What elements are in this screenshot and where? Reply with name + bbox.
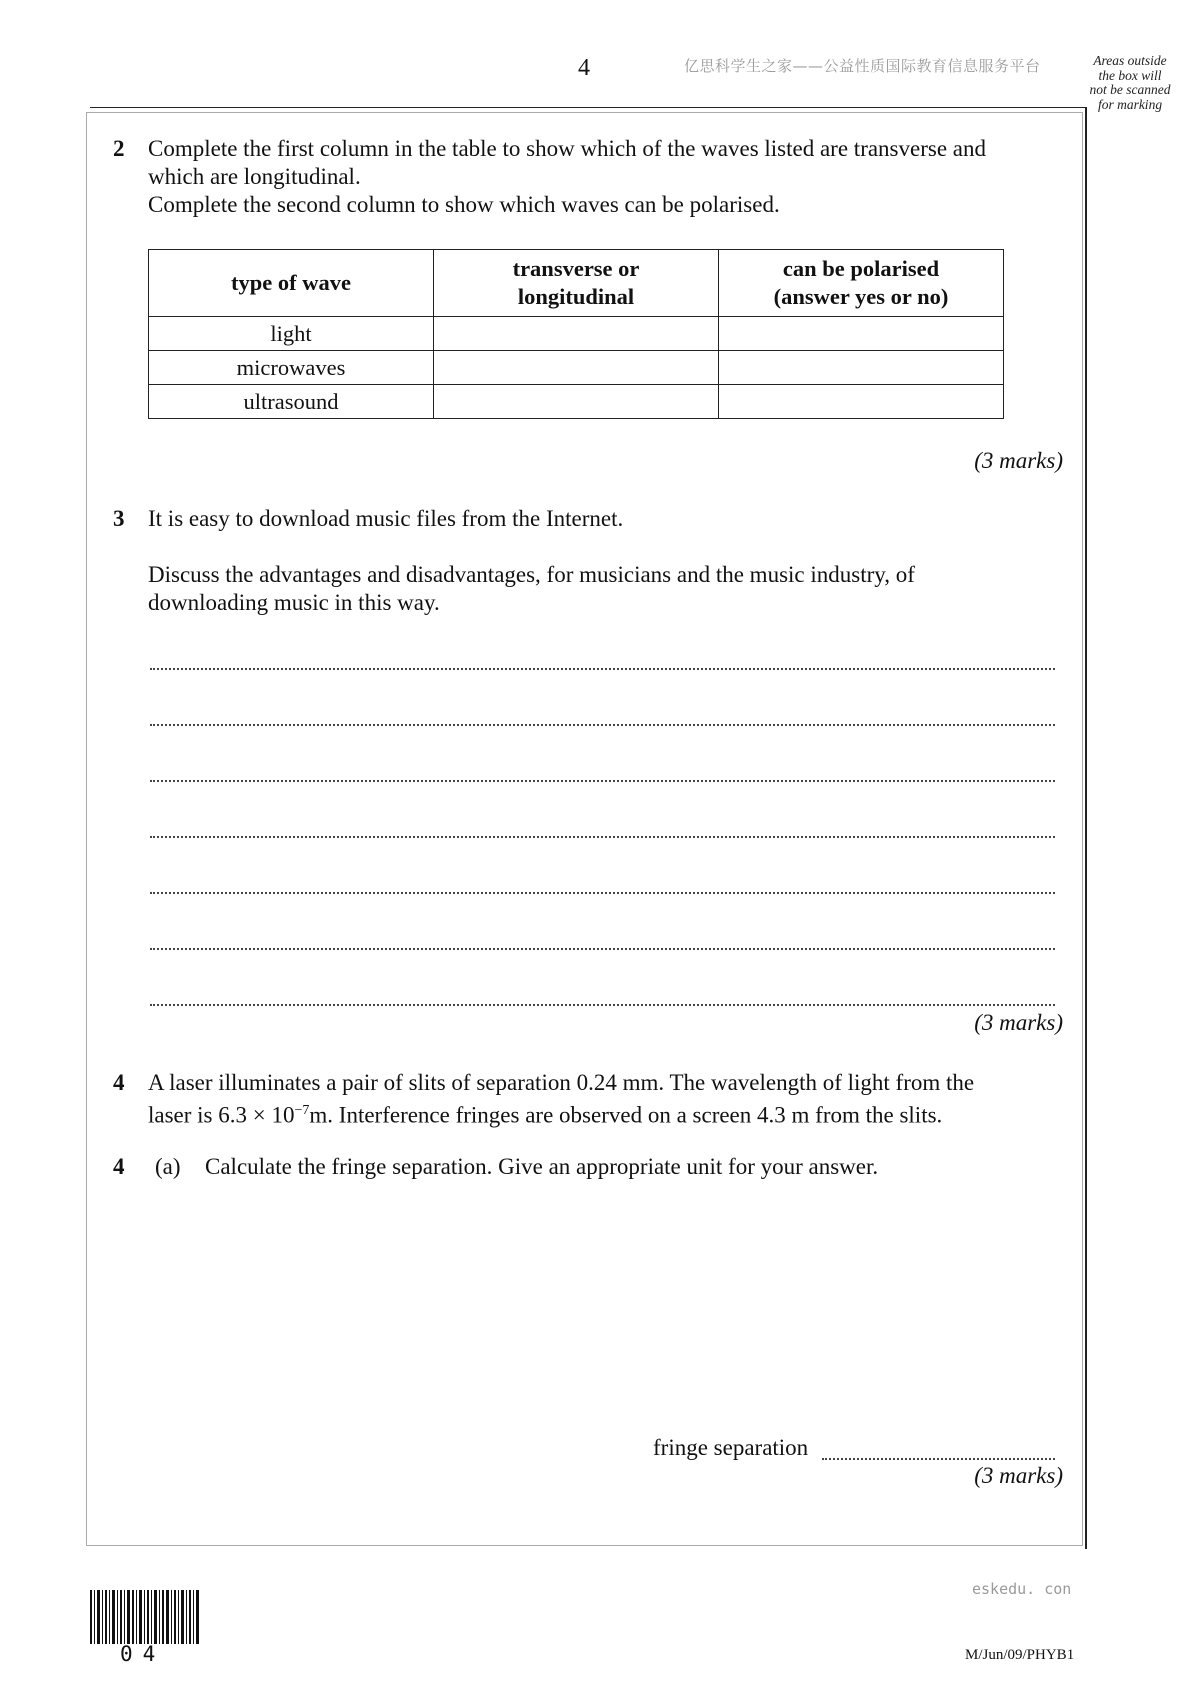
areas-note-line: for marking — [1097, 96, 1163, 112]
answer-line[interactable] — [150, 892, 1055, 894]
header-can-be-polarised: can be polarised (answer yes or no) — [719, 250, 1004, 317]
question-4-line-1: A laser illuminates a pair of slits of separation 0.24 mm. The wavelength of light from the — [148, 1070, 975, 1095]
page-number: 4 — [578, 55, 590, 81]
table-row — [149, 385, 1004, 419]
header-type-of-wave: type of wave — [149, 250, 434, 317]
wave-type-cell: light — [149, 317, 434, 351]
wave-type-cell: microwaves — [149, 351, 434, 385]
fringe-separation-label: fringe separation — [653, 1435, 809, 1460]
footer-watermark: eskedu. con — [972, 1580, 1072, 1598]
answer-line[interactable] — [150, 1004, 1055, 1006]
areas-note-line: not be scanned — [1089, 82, 1171, 97]
table-header-row — [149, 250, 1004, 317]
polarised-answer-cell[interactable] — [719, 385, 1004, 419]
question-4a-label: (a) — [155, 1154, 181, 1179]
paper-code: M/Jun/09/PHYB1 — [965, 1647, 1075, 1663]
top-rule — [90, 107, 1085, 108]
polarised-answer-cell[interactable] — [719, 317, 1004, 351]
question-2-marks: (3 marks) — [974, 448, 1063, 473]
question-3-number: 3 — [113, 506, 125, 531]
table-row — [149, 317, 1004, 351]
question-4a-text: Calculate the fringe separation. Give an appropriate unit for your answer. — [205, 1154, 879, 1179]
waves-table — [148, 249, 1004, 419]
question-2-line-1: Complete the first column in the table to show which of the waves listed are transverse and — [148, 136, 986, 161]
answer-line[interactable] — [150, 724, 1055, 726]
areas-note-line: Areas outside — [1093, 53, 1167, 68]
question-3-line-2: Discuss the advantages and disadvantages, for musicians and the music industry, of — [148, 562, 915, 587]
exponent: −7 — [294, 1103, 310, 1118]
question-4-line-2-text: laser is 6.3 × 10 — [148, 1102, 295, 1128]
answer-line[interactable] — [150, 948, 1055, 950]
areas-note-line: the box will — [1098, 67, 1162, 83]
question-3-line-3: downloading music in this way. — [148, 590, 440, 615]
header-watermark: 亿思科学生之家——公益性质国际教育信息服务平台 — [684, 57, 1041, 75]
answer-line[interactable] — [150, 780, 1055, 782]
transverse-longitudinal-answer-cell[interactable] — [434, 351, 719, 385]
barcode-number: 04 — [120, 1642, 166, 1666]
question-4a-number: 4 — [113, 1154, 125, 1179]
question-3-marks: (3 marks) — [974, 1010, 1063, 1035]
question-2-number: 2 — [113, 136, 125, 161]
question-4-line-2-rest: m. Interference fringes are observed on a screen 4.3 m from the slits. — [309, 1102, 943, 1128]
question-2-line-3: Complete the second column to show which waves can be polarised. — [148, 192, 780, 217]
polarised-answer-cell[interactable] — [719, 351, 1004, 385]
barcode-icon — [90, 1590, 200, 1644]
fringe-separation-answer-line[interactable] — [822, 1458, 1055, 1460]
header-transverse-or-longitudinal: transverse or longitudinal — [434, 250, 719, 317]
question-2-line-2: which are longitudinal. — [148, 164, 361, 189]
transverse-longitudinal-answer-cell[interactable] — [434, 385, 719, 419]
answer-line[interactable] — [150, 836, 1055, 838]
table-row — [149, 351, 1004, 385]
question-4-line-2 — [148, 1097, 942, 1130]
margin-rule — [1085, 107, 1087, 1549]
areas-outside-note — [1080, 54, 1180, 112]
answer-line[interactable] — [150, 668, 1055, 670]
question-4a-marks: (3 marks) — [974, 1463, 1063, 1488]
wave-type-cell: ultrasound — [149, 385, 434, 419]
transverse-longitudinal-answer-cell[interactable] — [434, 317, 719, 351]
question-4-number: 4 — [113, 1070, 125, 1095]
question-3-line-1: It is easy to download music files from the Internet. — [148, 506, 624, 531]
